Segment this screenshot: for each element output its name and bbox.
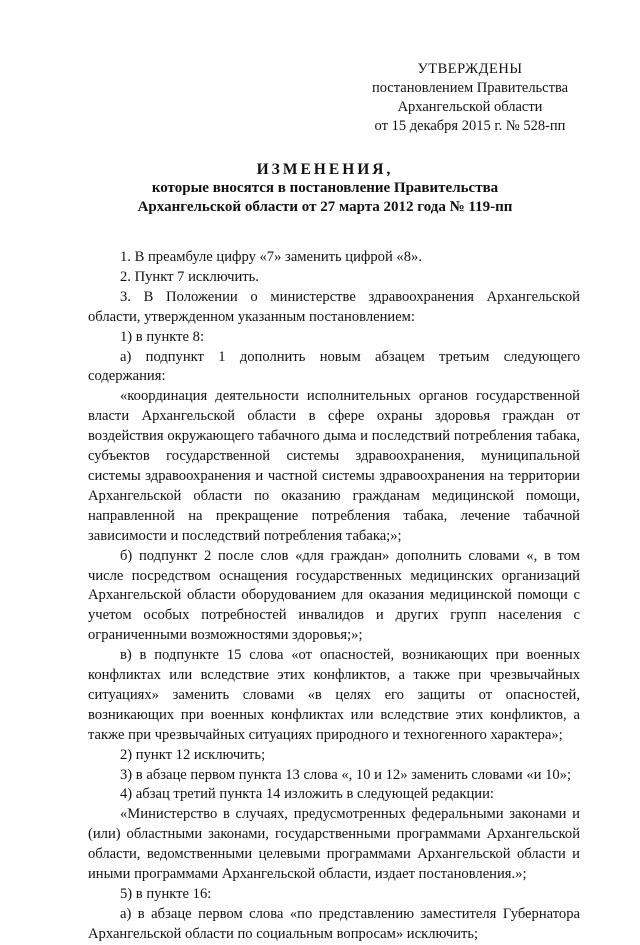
approval-line-3: от 15 декабря 2015 г. № 528-пп (374, 118, 566, 134)
heading-line-2: Архангельской области от 27 марта 2012 года № 119-пп (137, 199, 513, 215)
heading-title: ИЗМЕНЕНИЯ, (256, 161, 394, 178)
paragraph-subitem-1a: а) подпункт 1 дополнить новым абзацем третьим следующего содержания: (88, 348, 580, 385)
heading-line-1: которые вносятся в постановление Правительства (151, 180, 499, 196)
paragraph-quote-coordination: «координация деятельности исполнительных органов государственной власти Архангельской области в сфере охраны здоровья граждан от воздействия окружающего табачного дыма и последствий потребления табака, субъектов государственной системы здравоохранения, муниципальной системы здравоохранения и частной системы здравоохранения на территории Архангельской области по оказанию гражданам медицинской помощи, направленной на прекращение потребления табака, лечение табачной зависимости и последствий потребления табака;»; (88, 388, 580, 544)
document-body (88, 248, 580, 945)
paragraph-quote-ministry: «Министерство в случаях, предусмотренных федеральными законами и (или) областными законами, государственными программами Архангельской области, ведомственными целевыми программами Архангельской области и иными программами Архангельской области, издает постановления.»; (88, 806, 580, 883)
paragraph-subitem-2: 2) пункт 12 исключить; (120, 746, 266, 763)
paragraph-subitem-5a: а) в абзаце первом слова «по представлению заместителя Губернатора Архангельской области по социальным вопросам» исключить; (88, 905, 580, 942)
paragraph-subitem-5: 5) в пункте 16: (120, 886, 212, 902)
approval-title: УТВЕРЖДЕНЫ (417, 61, 523, 77)
document-heading (80, 160, 570, 217)
paragraph-subitem-3: 3) в абзаце первом пункта 13 слова «, 10 и 12» заменить словами «и 10»; (120, 766, 572, 783)
approval-line-1: постановлением Правительства (371, 80, 569, 96)
paragraph-item-2: 2. Пункт 7 исключить. (120, 268, 259, 285)
paragraph-subitem-1: 1) в пункте 8: (120, 328, 205, 345)
paragraph-item-1: 1. В преамбуле цифру «7» заменить цифрой «8». (120, 249, 422, 265)
paragraph-subitem-1b: б) подпункт 2 после слов «для граждан» дополнить словами «, в том числе посредством оснащения государственных медицинских организаций Архангельской области оборудованием для оказания медицинской помощи с учетом особых потребностей инвалидов и других групп населения с ограниченными возможностями здоровья;»; (88, 547, 580, 644)
paragraph-subitem-4: 4) абзац третий пункта 14 изложить в следующей редакции: (120, 786, 494, 803)
paragraph-subitem-1c: в) в подпункте 15 слова «от опасностей, возникающих при военных конфликтах или вследствие этих конфликтов, а также при чрезвычайных ситуациях» заменить словами «в целях его защиты от опасностей, возникающих при военных конфликтах или вследствие этих конфликтов, а также при чрезвычайных ситуациях природного и техногенного характера»; (88, 647, 580, 743)
paragraph-item-3: 3. В Положении о министерстве здравоохранения Архангельской области, утвержденном указанным постановлением: (88, 288, 580, 325)
approval-line-2: Архангельской области (397, 99, 543, 115)
approval-stamp (360, 60, 580, 136)
